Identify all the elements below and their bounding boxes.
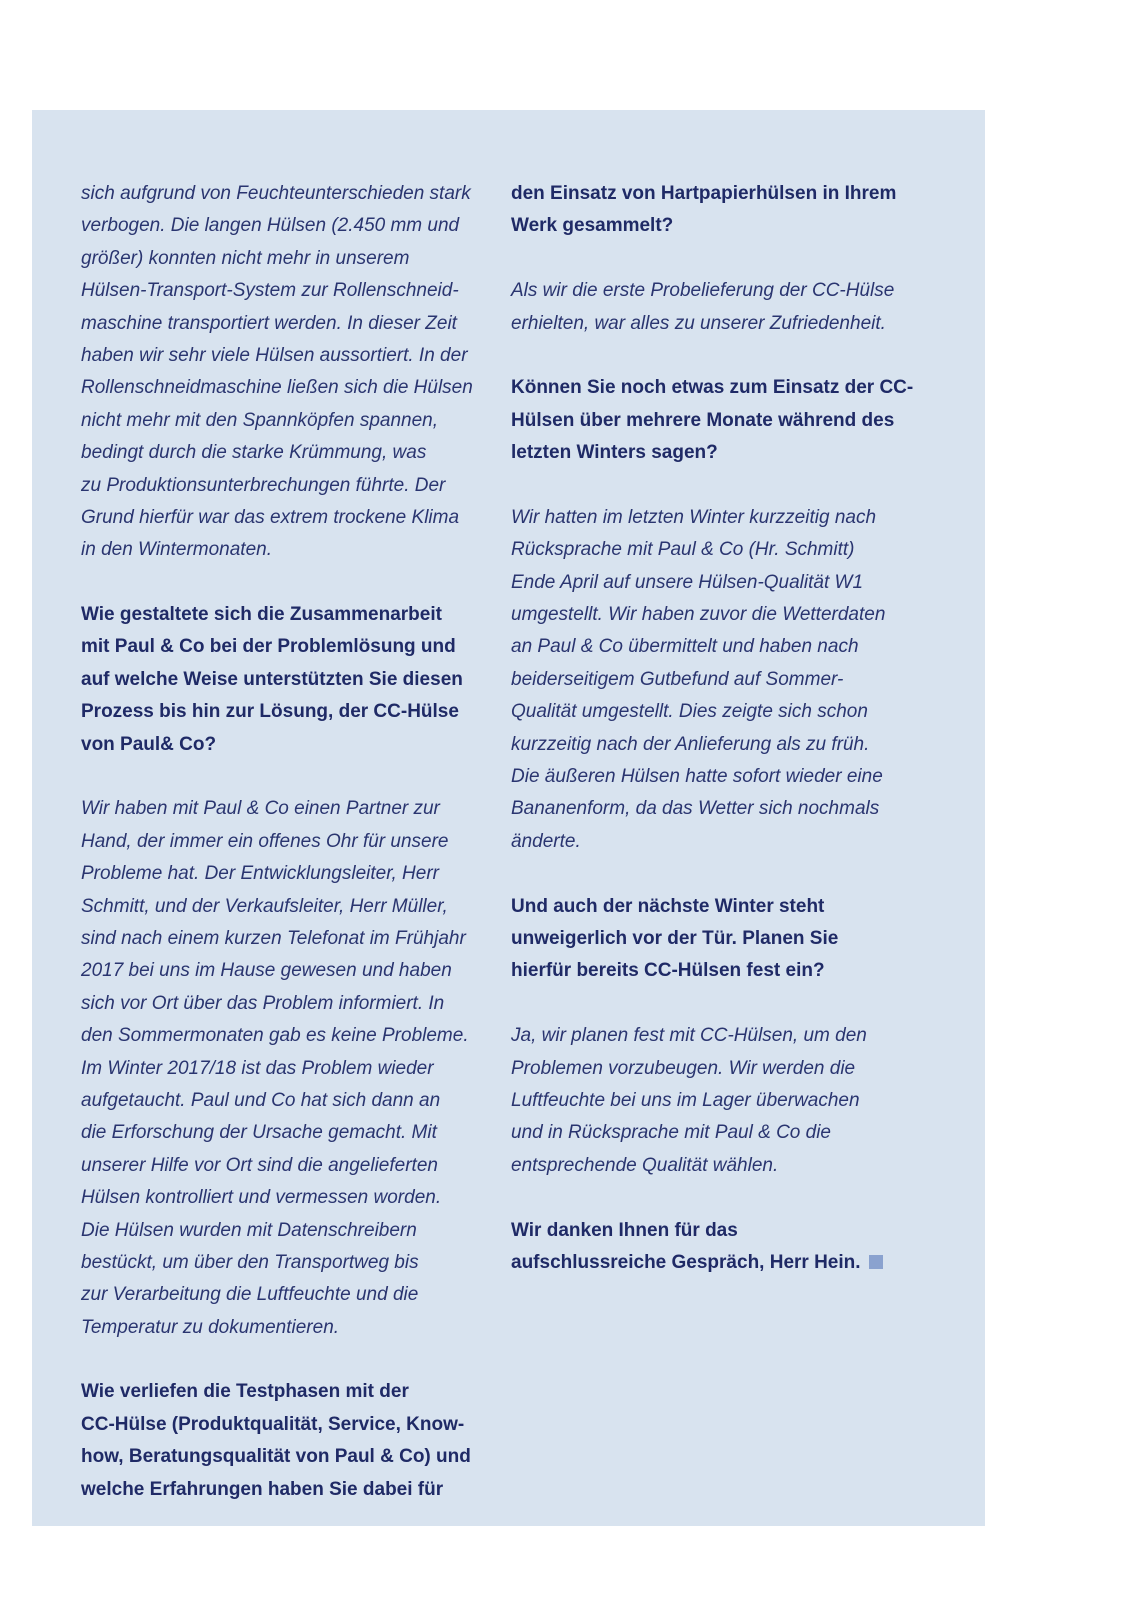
text-line: Hand, der immer ein offenes Ohr für unsere: [81, 830, 449, 852]
text-line: Die äußeren Hülsen hatte sofort wieder eine: [511, 766, 883, 788]
interview-question: [81, 599, 496, 761]
text-line: CC-Hülse (Produktqualität, Service, Know-: [81, 1413, 465, 1435]
text-line: unweigerlich vor der Tür. Planen Sie: [511, 927, 839, 949]
text-line: Probleme hat. Der Entwicklungsleiter, Herr: [81, 863, 439, 885]
text-line: bestückt, um über den Transportweg bis: [81, 1251, 419, 1273]
paragraph-gap: [511, 988, 936, 1020]
interview-answer: [81, 793, 496, 1344]
paragraph-gap: [81, 1344, 496, 1376]
text-line: Hülsen-Transport-System zur Rollenschneid-: [81, 280, 459, 302]
interview-question: [511, 372, 936, 469]
text-line: unserer Hilfe vor Ort sind die angelieferten: [81, 1154, 438, 1176]
text-line: die Erforschung der Ursache gemacht. Mit: [81, 1122, 437, 1144]
text-line: haben wir sehr viele Hülsen aussortiert. In der: [81, 344, 468, 366]
left-column: [81, 178, 496, 1506]
text-line: sich vor Ort über das Problem informiert. In: [81, 992, 445, 1014]
text-line: auf welche Weise unterstützten Sie diesen: [81, 668, 463, 690]
paragraph-gap: [511, 340, 936, 372]
text-line: Als wir die erste Probelieferung der CC-Hülse: [511, 280, 895, 302]
text-line: aufschlussreiche Gespräch, Herr Hein.: [511, 1247, 936, 1279]
text-line: an Paul & Co übermittelt und haben nach: [511, 636, 859, 658]
text-line: aufgetaucht. Paul und Co hat sich dann an: [81, 1089, 441, 1111]
text-line: den Sommermonaten gab es keine Probleme.: [81, 1025, 469, 1047]
text-line: hierfür bereits CC-Hülsen fest ein?: [511, 960, 825, 982]
square-end-mark-icon: [869, 1255, 883, 1269]
text-line: nicht mehr mit den Spannköpfen spannen,: [81, 409, 439, 431]
interview-question: [511, 1215, 936, 1280]
paragraph-gap: [81, 567, 496, 599]
text-line: beiderseitigem Gutbefund auf Sommer-: [511, 668, 844, 690]
interview-answer: [511, 1020, 936, 1182]
text-line: Wie verliefen die Testphasen mit der: [81, 1381, 409, 1403]
interview-question: [81, 1376, 496, 1506]
paragraph-gap: [81, 761, 496, 793]
text-line: Grund hierfür war das extrem trockene Klima: [81, 506, 460, 528]
interview-answer: [81, 178, 496, 567]
text-line: welche Erfahrungen haben Sie dabei für: [81, 1478, 444, 1500]
text-line: Ja, wir planen fest mit CC-Hülsen, um den: [511, 1025, 867, 1047]
text-line: Luftfeuchte bei uns im Lager überwachen: [511, 1089, 860, 1111]
text-line: Wie gestaltete sich die Zusammenarbeit: [81, 604, 442, 626]
text-line: Bananenform, da das Wetter sich nochmals: [511, 798, 880, 820]
text-line: änderte.: [511, 830, 581, 852]
interview-question: [511, 178, 936, 243]
text-line: Hülsen über mehrere Monate während des: [511, 409, 895, 431]
text-line: Wir hatten im letzten Winter kurzzeitig nach: [511, 506, 877, 528]
text-line: entsprechende Qualität wählen.: [511, 1154, 779, 1176]
text-line: Können Sie noch etwas zum Einsatz der CC-: [511, 377, 914, 399]
text-line: letzten Winters sagen?: [511, 442, 718, 464]
paragraph-gap: [511, 858, 936, 890]
text-line: zur Verarbeitung die Luftfeuchte und die: [81, 1284, 419, 1306]
text-line: Wir haben mit Paul & Co einen Partner zur: [81, 798, 440, 820]
text-line: sind nach einem kurzen Telefonat im Frühjahr: [81, 927, 466, 949]
text-line: Qualität umgestellt. Dies zeigte sich schon: [511, 701, 868, 723]
right-column: [511, 178, 936, 1279]
text-line: maschine transportiert werden. In dieser Zeit: [81, 312, 457, 334]
text-line: Im Winter 2017/18 ist das Problem wieder: [81, 1057, 434, 1079]
paragraph-gap: [511, 243, 936, 275]
text-line: Temperatur zu dokumentieren.: [81, 1316, 340, 1338]
text-line: in den Wintermonaten.: [81, 539, 272, 561]
text-line: von Paul& Co?: [81, 733, 217, 755]
text-line: zu Produktionsunterbrechungen führte. Der: [81, 474, 446, 496]
interview-panel: [32, 110, 985, 1526]
text-line: Und auch der nächste Winter steht: [511, 895, 825, 917]
text-line: Werk gesammelt?: [511, 215, 674, 237]
text-line: Problemen vorzubeugen. Wir werden die: [511, 1057, 856, 1079]
paragraph-gap: [511, 1182, 936, 1214]
text-line: verbogen. Die langen Hülsen (2.450 mm und: [81, 215, 460, 237]
text-line: Prozess bis hin zur Lösung, der CC-Hülse: [81, 701, 459, 723]
interview-question: [511, 891, 936, 988]
interview-answer: [511, 502, 936, 858]
text-line: den Einsatz von Hartpapierhülsen in Ihrem: [511, 183, 897, 204]
text-line: mit Paul & Co bei der Problemlösung und: [81, 636, 456, 658]
text-line: und in Rücksprache mit Paul & Co die: [511, 1122, 831, 1144]
text-line: größer) konnten nicht mehr in unserem: [81, 247, 410, 269]
text-line: Die Hülsen wurden mit Datenschreibern: [81, 1219, 417, 1241]
text-line: sich aufgrund von Feuchteunterschieden stark: [81, 183, 471, 204]
text-line: Rücksprache mit Paul & Co (Hr. Schmitt): [511, 539, 855, 561]
paragraph-gap: [511, 470, 936, 502]
text-line: umgestellt. Wir haben zuvor die Wetterdaten: [511, 604, 886, 626]
text-line: how, Beratungsqualität von Paul & Co) und: [81, 1446, 471, 1468]
text-line: erhielten, war alles zu unserer Zufriedenheit.: [511, 312, 886, 334]
text-line: Rollenschneidmaschine ließen sich die Hülsen: [81, 377, 473, 399]
text-line: Wir danken Ihnen für das: [511, 1219, 738, 1241]
text-line: Hülsen kontrolliert und vermessen worden.: [81, 1187, 442, 1209]
text-line: kurzzeitig nach der Anlieferung als zu früh.: [511, 733, 870, 755]
text-line: 2017 bei uns im Hause gewesen und haben: [81, 960, 452, 982]
interview-answer: [511, 275, 936, 340]
text-line: Schmitt, und der Verkaufsleiter, Herr Müller,: [81, 895, 448, 917]
text-line: bedingt durch die starke Krümmung, was: [81, 442, 427, 464]
text-line: Ende April auf unsere Hülsen-Qualität W1: [511, 571, 864, 593]
